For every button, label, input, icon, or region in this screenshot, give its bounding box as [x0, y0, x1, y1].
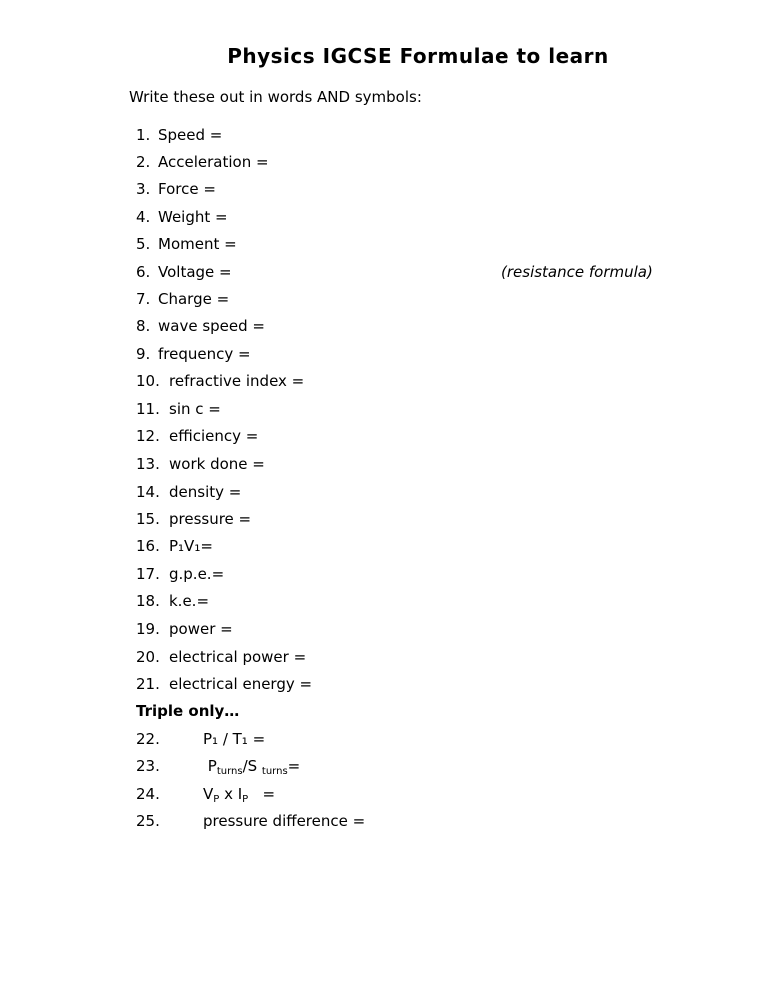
list-item: 23. $P_{turns}/S$ $_{turns}$= [136, 757, 301, 777]
list-item: 14. density = [136, 483, 242, 501]
list-item: 17. g.p.e.= [136, 565, 225, 583]
list-item: 21. electrical energy = [136, 675, 313, 693]
list-item: 12. efficiency = [136, 427, 259, 445]
list-item: 1. Speed = [136, 126, 223, 144]
item-label: P₁ / T₁ = [203, 730, 266, 748]
item-label: work done = [169, 455, 265, 473]
item-label: Acceleration = [158, 153, 269, 171]
list-item: 19. power = [136, 620, 233, 638]
list-item: 15. pressure = [136, 510, 252, 528]
item-label: Force = [158, 180, 216, 198]
list-item: 20. electrical power = [136, 648, 307, 666]
list-item: 7. Charge = [136, 290, 230, 308]
list-item: 16. P₁V₁= [136, 537, 213, 555]
list-item: 4. Weight = [136, 208, 228, 226]
page-title: Physics IGCSE Formulae to learn [227, 44, 609, 68]
list-item: 11. sin c = [136, 400, 221, 418]
item-label: Weight = [158, 208, 228, 226]
item-label: pressure = [169, 510, 252, 528]
item-label: Speed = [158, 126, 223, 144]
item-label: Voltage = [158, 263, 232, 281]
item-label: electrical power = [169, 648, 307, 666]
item-label: electrical energy = [169, 675, 313, 693]
list-item: 6. Voltage = [136, 263, 232, 281]
item-label: density = [169, 483, 242, 501]
item-label: frequency = [158, 345, 251, 363]
list-item: 8. wave speed = [136, 317, 265, 335]
list-item: 22. P₁ / T₁ = [136, 730, 266, 748]
list-item: 5. Moment = [136, 235, 237, 253]
list-item: 18. k.e.= [136, 592, 210, 610]
item-label: $P_{turns}/S$ $_{turns}$= [207, 757, 301, 777]
item-label: g.p.e.= [169, 565, 225, 583]
item-label: power = [169, 620, 233, 638]
resistance-note: (resistance formula) [501, 263, 653, 281]
item-label: k.e.= [169, 592, 210, 610]
item-label: refractive index = [169, 372, 305, 390]
list-item: 9. frequency = [136, 345, 251, 363]
item-label: sin c = [169, 400, 221, 418]
instructions: Write these out in words AND symbols: [129, 88, 422, 106]
item-label: efficiency = [169, 427, 259, 445]
item-label: Charge = [158, 290, 230, 308]
item-label: $V_P$ x $I_P$ = [203, 785, 276, 805]
list-item: 24. $V_P$ x $I_P$ = [136, 785, 276, 805]
item-label: Moment = [158, 235, 237, 253]
triple-only-heading: Triple only… [136, 702, 240, 720]
item-label: P₁V₁= [169, 537, 213, 555]
list-item: 2. Acceleration = [136, 153, 269, 171]
list-item: 3. Force = [136, 180, 216, 198]
item-label: pressure difference = [203, 812, 366, 830]
list-item: 13. work done = [136, 455, 265, 473]
item-label: wave speed = [158, 317, 265, 335]
list-item: 25. pressure difference = [136, 812, 366, 830]
list-item: 10. refractive index = [136, 372, 305, 390]
